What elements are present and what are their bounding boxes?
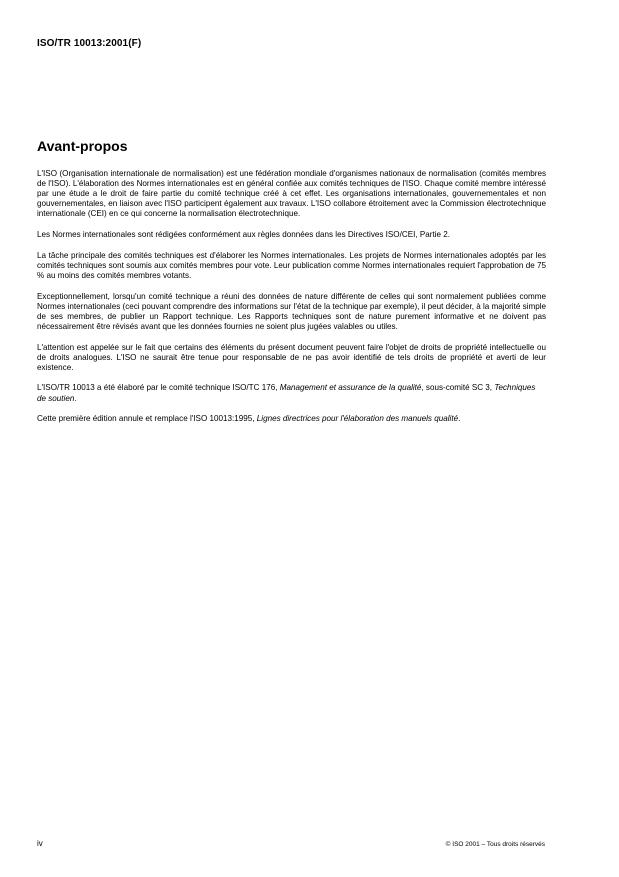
subcommittee-title-italic: Techniques de soutien — [37, 383, 536, 403]
text-segment: . — [74, 393, 77, 403]
paragraph-iso-organisation: L'ISO (Organisation internationale de normalisation) est une fédération mondiale d'organismes nationaux de normalisation (comités membres de l'ISO). L'élaboration des Normes internationales est en général confiée aux comités techniques de l'ISO. Chaque comité membre intéressé par une étude a le droit de faire partie du comité technique créé à cet effet. Les organisations internationales, gouvernementales et non gouvernementales, en liaison avec l'ISO participent également aux travaux. L'ISO collabore étroitement avec la Commission électrotechnique internationale (CEI) en ce qui concerne la normalisation électrotechnique. — [37, 169, 546, 219]
paragraph-edition — [37, 414, 546, 424]
paragraph-directives: Les Normes internationales sont rédigées conformément aux règles données dans les Directives ISO/CEI, Partie 2. — [37, 230, 450, 240]
paragraph-patent-rights: L'attention est appelée sur le fait que certains des éléments du présent document peuvent faire l'objet de droits de propriété intellectuelle ou de droits analogues. L'ISO ne saurait être tenue pour responsable de ne pas avoir identifié de tels droits de propriété et averti de leur existence. — [37, 342, 546, 372]
text-segment: Cette première édition annule et remplace l'ISO 10013:1995, — [37, 414, 257, 424]
page-number: iv — [37, 839, 43, 848]
committee-title-italic: Management et assurance de la qualité — [279, 383, 422, 393]
foreword-body — [37, 169, 546, 435]
text-segment: , sous-comité SC 3, — [421, 383, 495, 393]
text-segment: L'ISO/TR 10013 a été élaboré par le comité technique ISO/TC 176, — [37, 383, 280, 393]
paragraph-prepared-by — [37, 383, 546, 403]
paragraph-technical-committees: La tâche principale des comités techniques est d'élaborer les Normes internationales. Les projets de Normes internationales adoptés par les comités techniques sont soumis aux comités membres pour vote. Leur publication comme Normes internationales requiert l'approbation de 75 % au moins des comités membres votants. — [37, 250, 546, 280]
paragraph-technical-reports: Exceptionnellement, lorsqu'un comité technique a réuni des données de nature différente de celles qui sont normalement publiées comme Normes internationales (ceci pouvant comprendre des informations sur l'état de la technique par exemple), il peut décider, à la majorité simple de ses membres, de publier un Rapport technique. Les Rapports techniques sont de nature purement informative et ne doivent pas nécessairement être révisés avant que les données fournies ne soient plus jugées valables ou utiles. — [37, 291, 546, 331]
guidelines-title-italic: Lignes directrices pour l'élaboration des manuels qualité — [256, 414, 459, 424]
text-segment: . — [458, 414, 461, 424]
copyright-notice: © ISO 2001 – Tous droits réservés — [445, 841, 545, 848]
document-header-id: ISO/TR 10013:2001(F) — [37, 38, 142, 49]
page-title: Avant-propos — [37, 138, 128, 154]
